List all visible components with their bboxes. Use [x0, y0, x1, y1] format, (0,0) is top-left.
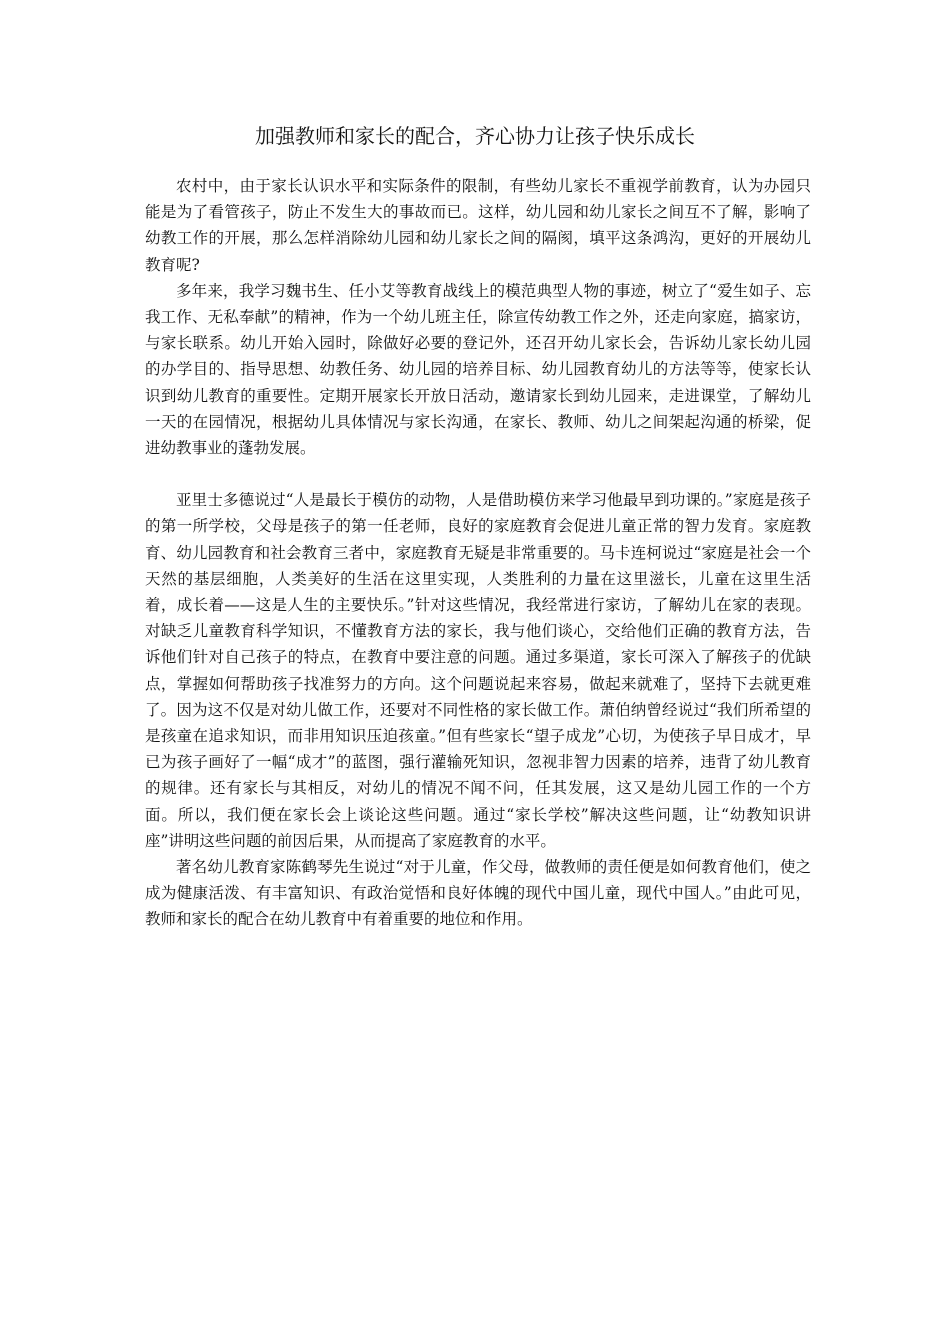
- paragraph-conclusion: 著名幼儿教育家陈鹤琴先生说过“对于儿童，作父母，做教师的责任便是如何教育他们，使之成为健康活泼、有丰富知识、有政治觉悟和良好体魄的现代中国儿童，现代中国人。”由此可见，教师和家长的配合在幼儿教育中有着重要的地位和作用。: [145, 858, 811, 929]
- document-title: 加强教师和家长的配合，齐心协力让孩子快乐成长: [255, 124, 695, 148]
- paragraph-spacer: [145, 461, 811, 487]
- document-body: [145, 173, 811, 933]
- paragraph-intro: 农村中，由于家长认识水平和实际条件的限制，有些幼儿家长不重视学前教育，认为办园只能是为了看管孩子，防止不发生大的事故而已。这样，幼儿园和幼儿家长之间互不了解，影响了幼教工作的开展，那么怎样消除幼儿园和幼儿家长之间的隔阂，填平这条鸿沟，更好的开展幼儿教育呢?: [145, 177, 811, 274]
- paragraph-family-education: 亚里士多德说过“人是最长于模仿的动物，人是借助模仿来学习他最早到功课的。”家庭是孩子的第一所学校，父母是孩子的第一任老师，良好的家庭教育会促进儿童正常的智力发育。家庭教育、幼儿园教育和社会教育三者中，家庭教育无疑是非常重要的。马卡连柯说过“家庭是社会一个天然的基层细胞，人类美好的生活在这里实现，人类胜利的力量在这里滋长，儿童在这里生活着，成长着——这是人生的主要快乐。”针对这些情况，我经常进行家访，了解幼儿在家的表现。对缺乏儿童教育科学知识，不懂教育方法的家长，我与他们谈心，交给他们正确的教育方法，告诉他们针对自己孩子的特点，在教育中要注意的问题。通过多渠道，家长可深入了解孩子的优缺点，掌握如何帮助孩子找准努力的方向。这个问题说起来容易，做起来就难了，坚持下去就更难了。因为这不仅是对幼儿做工作，还要对不同性格的家长做工作。萧伯纳曾经说过“我们所希望的是孩童在追求知识，而非用知识压迫孩童。”但有些家长“望子成龙”心切，为使孩子早日成才，早已为孩子画好了一幅“成才”的蓝图，强行灌输死知识，忽视非智力因素的培养，违背了幼儿教育的规律。还有家长与其相反，对幼儿的情况不闻不问，任其发展，这又是幼儿园工作的一个方面。所以，我们便在家长会上谈论这些问题。通过“家长学校”解决这些问题，让“幼教知识讲座”讲明这些问题的前因后果，从而提高了家庭教育的水平。: [145, 491, 811, 850]
- paragraph-home-visits: 多年来，我学习魏书生、任小艾等教育战线上的模范典型人物的事迹，树立了“爱生如子、忘我工作、无私奉献”的精神，作为一个幼儿班主任，除宣传幼教工作之外，还走向家庭，搞家访，与家长联系。幼儿开始入园时，除做好必要的登记外，还召开幼儿家长会，告诉幼儿家长幼儿园的办学目的、指导思想、幼教任务、幼儿园的培养目标、幼儿园教育幼儿的方法等等，使家长认识到幼儿教育的重要性。定期开展家长开放日活动，邀请家长到幼儿园来，走进课堂，了解幼儿一天的在园情况，根据幼儿具体情况与家长沟通，在家长、教师、幼儿之间架起沟通的桥梁，促进幼教事业的蓬勃发展。: [145, 281, 811, 458]
